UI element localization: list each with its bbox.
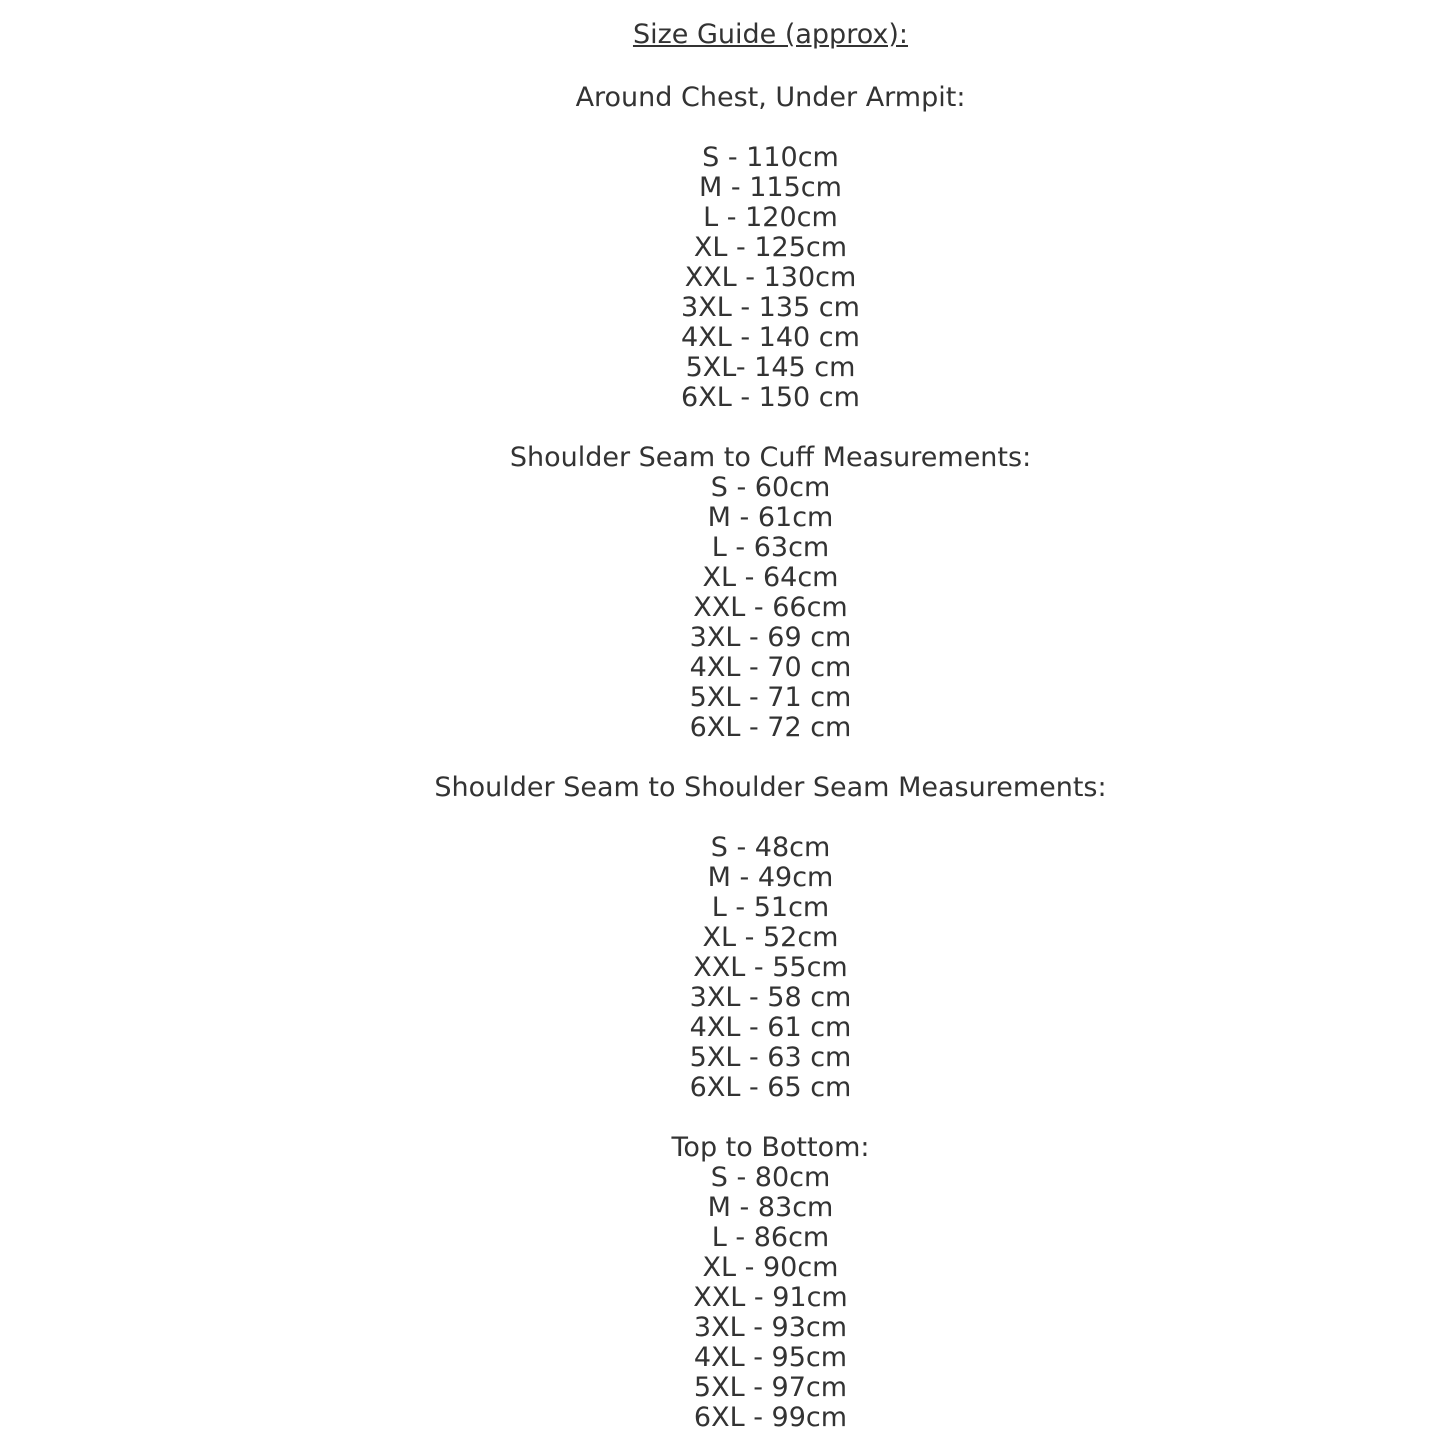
size-section bbox=[48, 443, 1445, 743]
size-row: 4XL - 61 cm bbox=[689, 1012, 852, 1043]
size-row: L - 86cm bbox=[711, 1222, 830, 1253]
size-row: M - 49cm bbox=[707, 862, 834, 893]
size-row: 3XL - 93cm bbox=[693, 1312, 848, 1343]
size-section bbox=[48, 83, 1445, 413]
section-heading: Shoulder Seam to Shoulder Seam Measurements: bbox=[434, 772, 1107, 803]
size-row: 4XL - 140 cm bbox=[681, 322, 860, 353]
size-row: S - 110cm bbox=[702, 142, 839, 173]
size-row: XL - 64cm bbox=[702, 562, 839, 593]
size-section bbox=[48, 1133, 1445, 1433]
size-section bbox=[48, 773, 1445, 1103]
section-heading: Top to Bottom: bbox=[671, 1132, 870, 1163]
size-row: 6XL - 150 cm bbox=[681, 382, 860, 413]
size-row: 4XL - 70 cm bbox=[689, 652, 852, 683]
size-row: L - 63cm bbox=[711, 532, 830, 563]
size-row: 5XL - 63 cm bbox=[689, 1042, 852, 1073]
size-row: 6XL - 72 cm bbox=[689, 712, 852, 743]
size-row: M - 115cm bbox=[699, 172, 842, 203]
size-row: XL - 52cm bbox=[702, 922, 839, 953]
section-heading: Shoulder Seam to Cuff Measurements: bbox=[509, 442, 1032, 473]
sections-container bbox=[48, 83, 1445, 1433]
section-rows bbox=[48, 833, 1445, 1103]
section-rows bbox=[48, 143, 1445, 413]
size-row: 4XL - 95cm bbox=[693, 1342, 848, 1373]
size-row: L - 120cm bbox=[703, 202, 838, 233]
section-rows bbox=[48, 1163, 1445, 1433]
size-row: XL - 90cm bbox=[702, 1252, 839, 1283]
size-row: XXL - 91cm bbox=[693, 1282, 848, 1313]
size-row: S - 60cm bbox=[710, 472, 831, 503]
size-row: 5XL - 97cm bbox=[693, 1372, 848, 1403]
size-row: 5XL - 71 cm bbox=[689, 682, 852, 713]
size-row: S - 80cm bbox=[710, 1162, 831, 1193]
size-row: M - 61cm bbox=[707, 502, 834, 533]
size-row: XXL - 55cm bbox=[693, 952, 848, 983]
page-title: Size Guide (approx): bbox=[632, 19, 909, 50]
size-row: 6XL - 65 cm bbox=[689, 1072, 852, 1103]
size-row: 5XL- 145 cm bbox=[685, 352, 856, 383]
size-row: S - 48cm bbox=[710, 832, 831, 863]
size-row: 6XL - 99cm bbox=[693, 1402, 848, 1433]
size-row: 3XL - 58 cm bbox=[689, 982, 852, 1013]
section-heading: Around Chest, Under Armpit: bbox=[575, 82, 966, 113]
size-row: XXL - 66cm bbox=[693, 592, 848, 623]
section-rows bbox=[48, 473, 1445, 743]
size-guide-document bbox=[48, 20, 1445, 1433]
size-row: XXL - 130cm bbox=[684, 262, 857, 293]
size-row: 3XL - 69 cm bbox=[689, 622, 852, 653]
size-row: 3XL - 135 cm bbox=[681, 292, 860, 323]
size-row: XL - 125cm bbox=[693, 232, 848, 263]
size-row: M - 83cm bbox=[707, 1192, 834, 1223]
size-row: L - 51cm bbox=[711, 892, 830, 923]
